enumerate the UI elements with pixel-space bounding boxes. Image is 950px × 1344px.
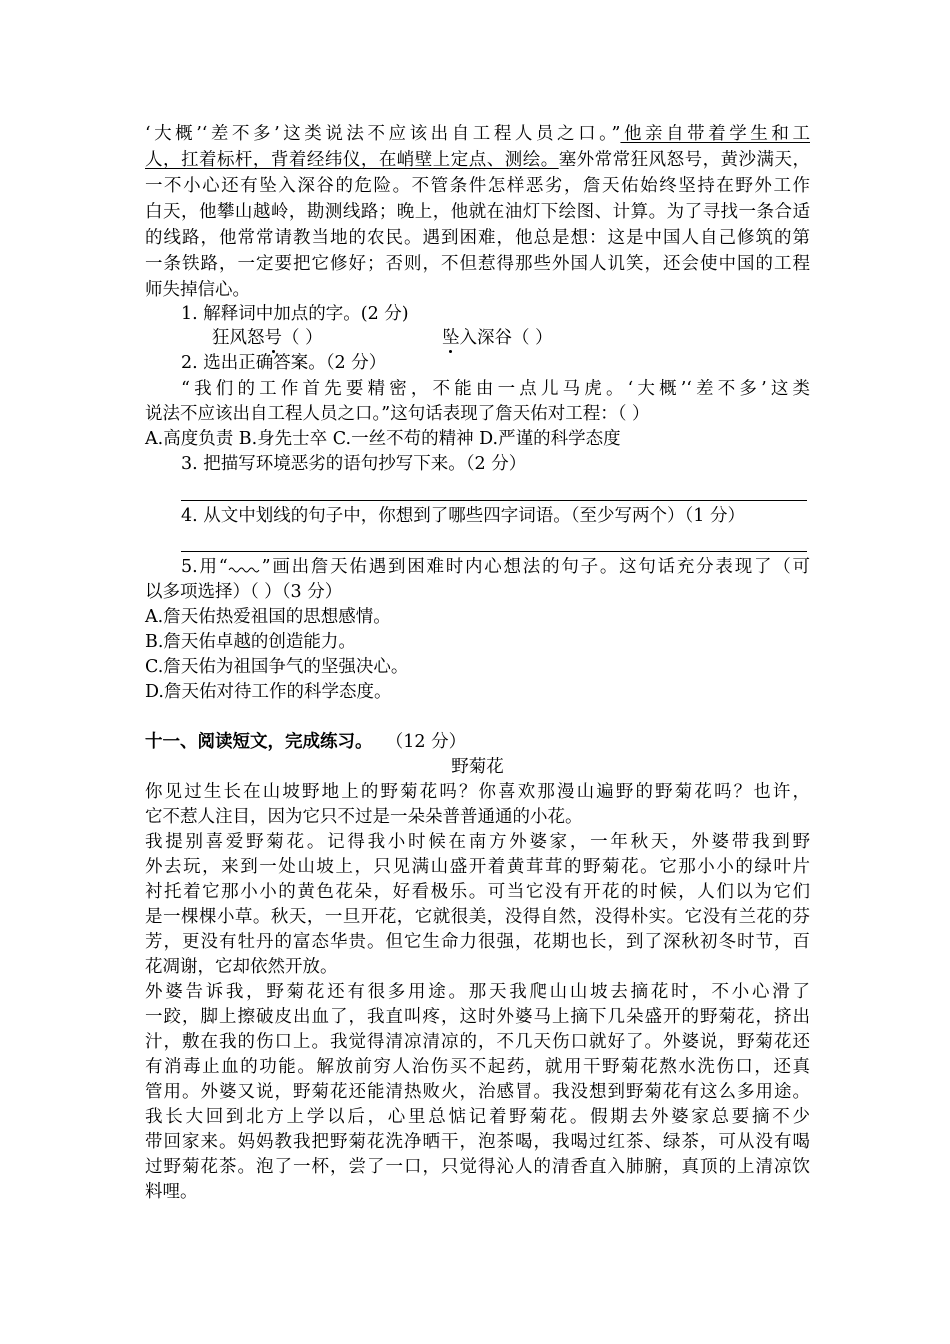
answer-blank[interactable]: （ ） bbox=[512, 328, 553, 348]
word-text: 狂风怒 bbox=[212, 328, 265, 348]
article-line: 是一棵棵小草。秋天，一旦开花，它就很美，没得自然，没得朴实。它没有兰花的芬 bbox=[145, 907, 810, 927]
passage-line bbox=[145, 148, 810, 173]
question-2-options[interactable]: A.高度负责 B.身先士卒 C.一丝不苟的精神 D.严谨的科学态度 bbox=[145, 429, 621, 449]
article-line: 你见过生长在山坡野地上的野菊花吗？你喜欢那漫山遍野的野菊花吗？也许， bbox=[145, 782, 810, 802]
question-1-word-2 bbox=[442, 326, 553, 351]
question-5-prompt-cont: 以多项选择）（ ）（3 分） bbox=[145, 582, 343, 602]
question-5-option[interactable]: A.詹天佑热爱祖国的思想感情。 bbox=[145, 607, 391, 627]
section-heading-text: 十一、阅读短文，完成练习。 bbox=[145, 732, 373, 752]
passage-line: 白天，他攀山越岭，勘测线路；晚上，他就在油灯下绘图、计算。为了寻找一条合适 bbox=[145, 202, 810, 222]
prompt-text: 5.用“ bbox=[181, 557, 228, 577]
prompt-text: ”画出詹天佑遇到困难时内心想法的句子。这句话充分表现了（可 bbox=[261, 557, 810, 577]
article-line: 料哩。 bbox=[145, 1182, 198, 1202]
article-line: 汁，敷在我的伤口上。我觉得清凉清凉的，不几天伤口就好了。外婆说，野菊花还 bbox=[145, 1032, 810, 1052]
section-heading bbox=[145, 730, 810, 755]
question-1-word-1 bbox=[212, 326, 323, 351]
article-line: 外去玩，来到一处山坡上，只见满山盛开着黄茸茸的野菊花。它那小小的绿叶片 bbox=[145, 857, 810, 877]
question-3-prompt: 3. 把描写环境恶劣的语句抄写下来。（2 分） bbox=[181, 454, 527, 474]
question-1-prompt: 1. 解释词中加点的字。(2 分) bbox=[181, 304, 409, 324]
question-5-option[interactable]: C.詹天佑为祖国争气的坚强决心。 bbox=[145, 657, 409, 677]
underlined-sentence: 人，扛着标杆，背着经纬仪，在峭壁上定点、测绘。 bbox=[145, 150, 559, 170]
word-text: 入深谷 bbox=[459, 328, 512, 348]
question-5-option[interactable]: B.詹天佑卓越的创造能力。 bbox=[145, 632, 356, 652]
article-line: 有消毒止血的功能。解放前穷人治伤买不起药，就用干野菊花熬水洗伤口，还真 bbox=[145, 1057, 810, 1077]
answer-blank[interactable]: （ ） bbox=[282, 328, 323, 348]
article-line: 过野菊花茶。泡了一杯，尝了一口，只觉得沁人的清香直入肺腑，真顶的上清凉饮 bbox=[145, 1157, 810, 1177]
passage-line: 一不小心还有坠入深谷的危险。不管条件怎样恶劣，詹天佑始终坚持在野外工作 bbox=[145, 176, 810, 196]
passage-line bbox=[145, 122, 810, 147]
answer-line[interactable] bbox=[181, 500, 807, 501]
article-line: 管用。外婆又说，野菊花还能清热败火，治感冒。我没想到野菊花有这么多用途。 bbox=[145, 1082, 810, 1102]
wavy-line-icon bbox=[228, 564, 262, 574]
article-line: 芳，更没有牡丹的富态华贵。但它生命力很强，花期也长，到了深秋初冬时节，百 bbox=[145, 932, 810, 952]
article-line: 一跤，脚上擦破皮出血了，我直叫疼，这时外婆马上摘下几朵盛开的野菊花，挤出 bbox=[145, 1007, 810, 1027]
article-line: 花凋谢，它却依然开放。 bbox=[145, 957, 338, 977]
dotted-char: 号 bbox=[264, 328, 282, 348]
question-5-option[interactable]: D.詹天佑对待工作的科学态度。 bbox=[145, 682, 392, 702]
article-title: 野菊花 bbox=[451, 757, 504, 777]
passage-line: 一条铁路，一定要把它修好；否则，不但惹得那些外国人讥笑，还会使中国的工程 bbox=[145, 254, 810, 274]
section-points: （12 分） bbox=[394, 732, 467, 752]
question-5-prompt bbox=[181, 555, 810, 580]
passage-text: ‘大概’‘差不多’这类说法不应该出自工程人员之口。” bbox=[145, 124, 621, 144]
dotted-char: 坠 bbox=[442, 328, 460, 348]
article-line: 外婆告诉我，野菊花还有很多用途。那天我爬山山坡去摘花时，不小心滑了 bbox=[145, 982, 810, 1002]
question-2-quote: 说法不应该出自工程人员之口。”这句话表现了詹天佑对工程：（ ） bbox=[145, 404, 650, 424]
article-line: 它不惹人注目，因为它只不过是一朵朵普普通通的小花。 bbox=[145, 807, 583, 827]
question-2-quote: “我们的工作首先要精密，不能由一点儿马虎。‘大概’‘差不多’这类 bbox=[181, 379, 810, 399]
passage-text: 塞外常常狂风怒号，黄沙满天， bbox=[558, 150, 811, 170]
answer-line[interactable] bbox=[181, 551, 807, 552]
passage-line: 的线路，他常常请教当地的农民。遇到困难，他总是想：这是中国人自己修筑的第 bbox=[145, 228, 810, 248]
question-2-prompt: 2. 选出正确答案。（2 分） bbox=[181, 353, 387, 373]
underlined-sentence: 他亲自带着学生和工 bbox=[620, 124, 810, 144]
article-line: 带回家来。妈妈教我把野菊花洗净晒干，泡茶喝，我喝过红茶、绿茶，可从没有喝 bbox=[145, 1132, 810, 1152]
article-line: 我长大回到北方上学以后，心里总惦记着野菊花。假期去外婆家总要摘不少 bbox=[145, 1107, 810, 1127]
passage-line: 师失掉信心。 bbox=[145, 280, 250, 300]
article-line: 衬托着它那小小的黄色花朵，好看极乐。可当它没有开花的时候，人们以为它们 bbox=[145, 882, 810, 902]
article-line: 我提别喜爱野菊花。记得我小时候在南方外婆家，一年秋天，外婆带我到野 bbox=[145, 832, 810, 852]
question-4-prompt: 4. 从文中划线的句子中，你想到了哪些四字词语。（至少写两个）（1 分） bbox=[181, 506, 745, 526]
